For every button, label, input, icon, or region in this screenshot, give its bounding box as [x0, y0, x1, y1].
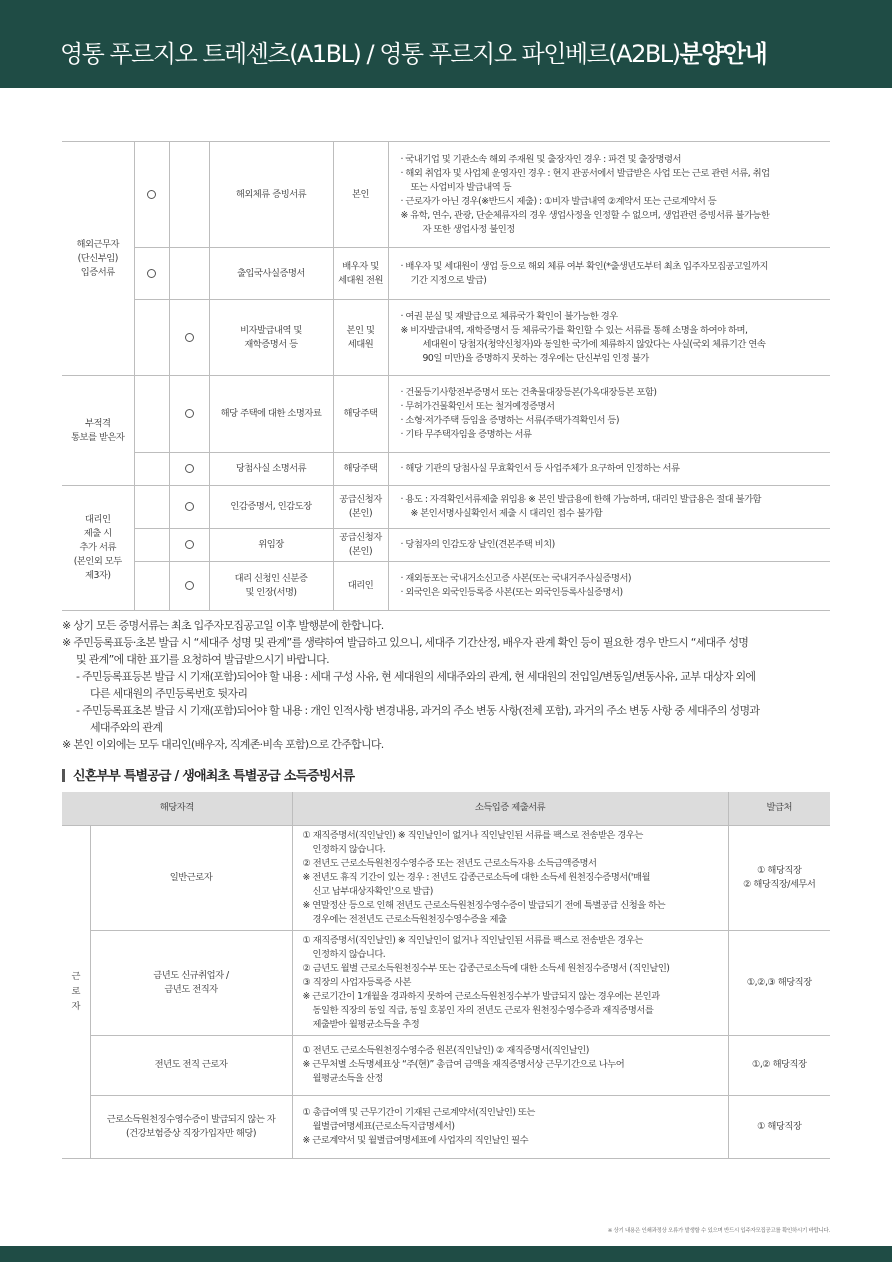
check-cell [134, 142, 169, 248]
text-line: · 해당 기관의 당첨사실 무효확인서 등 사업주체가 요구하여 인정하는 서류 [400, 463, 680, 474]
note-line: - 주민등록표초본 발급 시 기재(포함)되어야 할 내용 : 개인 인적사항 변경내용, 과거의 주소 변동 사항(전체 포함), 과거의 주소 변동 사항 중 세대주의 성명과 [76, 704, 760, 717]
text-line: 인정하지 않습니다. [312, 843, 386, 855]
section-title: 신혼부부 특별공급 / 생애최초 특별공급 소득증빙서류 [62, 765, 354, 784]
text-line: 또는 사업비자 발급내역 등 [410, 181, 512, 193]
circle-mark-icon [185, 581, 194, 590]
table-row [62, 930, 830, 1035]
text-line: · 소형·저가주택 등임을 증명하는 서류(주택가격확인서 등) [400, 415, 619, 426]
text-line: · 외국인은 외국인등록증 사본(또는 외국인등록사실증명서) [400, 587, 623, 598]
check-cell [169, 376, 209, 453]
text-line: ※ 연말정산 등으로 인해 전년도 근로소득원천징수영수증이 발급되기 전에 특별공급 신청을 하는 [302, 899, 666, 911]
text-line: ① 총급여액 및 근무기간이 기재된 근로계약서(직인날인) 또는 [302, 1106, 535, 1118]
income-docs [292, 1095, 728, 1158]
text-line: ※ 전년도 휴직 기간이 있는 경우 : 전년도 갑종근로소득에 대한 소득세 원천징수증명서('매월 [302, 871, 650, 883]
income-docs [292, 825, 728, 930]
text-line: ① 재직증명서(직인날인) ※ 직인날인이 없거나 직인날인된 서류를 팩스로 전송받은 경우는 [302, 934, 643, 946]
note-line: ※ 주민등록표등·초본 발급 시 “세대주 성명 및 관계”를 생략하여 발급하고 있으니, 세대주 기간산정, 배우자 관계 확인 등이 필요한 경우 반드시 “세대주 성명 [62, 636, 749, 649]
doc-target: 공급신청자 (본인) [333, 529, 388, 562]
text-line: ※ 근로계약서 및 월별급여명세표에 사업자의 직인날인 필수 [302, 1134, 529, 1146]
check-cell [169, 142, 209, 248]
text-line: · 근로자가 아닌 경우(※반드시 제출) : ①비자 발급내역 ②계약서 또는 근로계약서 등 [400, 195, 717, 207]
doc-name: 출입국사실증명서 [209, 248, 333, 300]
text-line: · 당첨자의 인감도장 날인(견본주택 비치) [400, 539, 555, 550]
text-line: ※ 비자발급내역, 재학증명서 등 체류국가를 확인할 수 있는 서류를 통해 소명을 하여야 하며, [400, 324, 748, 336]
check-cell [169, 486, 209, 529]
issuer: ① 해당직장 [728, 1095, 830, 1158]
text-line: ② 금년도 월별 근로소득원천징수부 또는 갑종근로소득에 대한 소득세 원천징수증명서 (직인날인) [302, 962, 670, 974]
group-label: 해외근무자 (단신부임) 입증서류 [62, 142, 134, 376]
text-line: 90일 미만)을 증명하지 못하는 경우에는 단신부임 인정 불가 [422, 352, 649, 364]
group-label: 부적격 통보를 받은자 [62, 376, 134, 486]
circle-mark-icon [185, 540, 194, 549]
document-requirements-table [62, 141, 830, 611]
table-row [62, 248, 830, 300]
text-line: ② 전년도 근로소득원천징수영수증 또는 전년도 근로소득자용 소득금액증명서 [302, 857, 597, 869]
text-line: · 재외동포는 국내거소신고증 사본(또는 국내거주사실증명서) [400, 573, 632, 584]
doc-description [388, 248, 830, 300]
note-line: 세대주와의 관계 [90, 721, 163, 734]
footer-bar [0, 1246, 892, 1262]
check-cell [134, 300, 169, 376]
issuer: ①,②,③ 해당직장 [728, 930, 830, 1035]
table-row [62, 562, 830, 611]
text-line: 동일한 직장의 동일 직급, 동일 호봉인 자의 전년도 근로자 원천징수영수증과 재직증명서를 [312, 1004, 654, 1016]
check-cell [134, 248, 169, 300]
check-cell [169, 453, 209, 486]
doc-description [388, 529, 830, 562]
text-line: ※ 본인서명사실확인서 제출 시 대리인 접수 불가함 [410, 508, 603, 519]
text-line: 기간 지정으로 발급) [410, 274, 487, 286]
footnote: ※ 상기 내용은 인쇄과정상 오류가 발생할 수 있으며 반드시 입주자모집공고를 확인하시기 바랍니다. [607, 1228, 830, 1234]
check-cell [134, 376, 169, 453]
circle-mark-icon [185, 502, 194, 511]
page-title: 영통 푸르지오 트레센츠(A1BL) / 영통 푸르지오 파인베르(A2BL)분양안내 [60, 40, 767, 68]
doc-description [388, 300, 830, 376]
column-header: 발급처 [728, 792, 830, 825]
text-line: 신고 납부대상자확인'으로 발급) [312, 885, 433, 897]
text-line: 세대원이 당첨자(청약신청자)와 동일한 국가에 체류하지 않았다는 사실(국외 체류기간 연속 [422, 338, 766, 350]
table-header-row [62, 792, 830, 825]
text-line: 월평균소득을 산정 [312, 1073, 383, 1084]
text-line: 인정하지 않습니다. [312, 948, 386, 960]
text-line: 제출받아 월평균소득을 추정 [312, 1018, 420, 1030]
group-label: 근로자 [62, 825, 90, 1158]
circle-mark-icon [147, 190, 156, 199]
text-line: ① 전년도 근로소득원천징수영수증 원본(직인날인) ② 재직증명서(직인날인) [302, 1045, 589, 1056]
table-row [62, 300, 830, 376]
note-line: ※ 상기 모든 증명서류는 최초 입주자모집공고일 이후 발행분에 한합니다. [62, 619, 384, 632]
income-proof-table [62, 792, 830, 1159]
doc-target: 본인 [333, 142, 388, 248]
text-line: · 기타 무주택자임을 증명하는 서류 [400, 429, 532, 440]
qualification: 근로소득원천징수영수증이 발급되지 않는 자 (건강보험증상 직장가입자만 해당) [90, 1095, 292, 1158]
qualification: 금년도 신규취업자 / 금년도 전직자 [90, 930, 292, 1035]
income-docs [292, 1035, 728, 1095]
doc-name: 인감증명서, 인감도장 [209, 486, 333, 529]
text-line: 월별급여명세표(근로소득지급명세서) [312, 1120, 455, 1132]
check-cell [169, 529, 209, 562]
text-line: · 국내기업 및 기관소속 해외 주재원 및 출장자인 경우 : 파견 및 출장명령서 [400, 153, 681, 165]
table-row [62, 1035, 830, 1095]
check-cell [169, 248, 209, 300]
doc-name: 대리 신청인 신분증 및 인장(서명) [209, 562, 333, 611]
income-docs [292, 930, 728, 1035]
circle-mark-icon [185, 333, 194, 342]
check-cell [169, 300, 209, 376]
text-line: ※ 근무처별 소득명세표상 “주(현)” 총급여 금액을 재직증명서상 근무기간으로 나누어 [302, 1059, 625, 1070]
text-line: ① 재직증명서(직인날인) ※ 직인날인이 없거나 직인날인된 서류를 팩스로 전송받은 경우는 [302, 829, 643, 841]
table-row [62, 825, 830, 930]
note-line: - 주민등록표등본 발급 시 기재(포함)되어야 할 내용 : 세대 구성 사유, 현 세대원의 세대주와의 관계, 현 세대원의 전입일/변동일/변동사유, 교부 대상자 외에 [76, 670, 756, 683]
table-row [62, 453, 830, 486]
qualification: 일반근로자 [90, 825, 292, 930]
section-bar-icon [62, 769, 65, 782]
table-row [62, 529, 830, 562]
notes [62, 617, 837, 753]
table-row [62, 142, 830, 248]
text-line: · 건물등기사항전부증명서 또는 건축물대장등본(가옥대장등본 포함) [400, 387, 657, 398]
doc-name: 비자발급내역 및 재학증명서 등 [209, 300, 333, 376]
doc-target: 배우자 및 세대원 전원 [333, 248, 388, 300]
doc-target: 본인 및 세대원 [333, 300, 388, 376]
text-line: · 배우자 및 세대원이 생업 등으로 해외 체류 여부 확인(*출생년도부터 최초 입주자모집공고일까지 [400, 260, 768, 272]
note-line: 및 관계”에 대한 표기를 요청하여 발급받으시기 바랍니다. [76, 653, 329, 666]
column-header: 소득입증 제출서류 [292, 792, 728, 825]
doc-description [388, 562, 830, 611]
page-header [0, 0, 892, 88]
text-line: · 무허가건물확인서 또는 철거예정증명서 [400, 401, 555, 412]
doc-name: 해외체류 증빙서류 [209, 142, 333, 248]
check-cell [134, 453, 169, 486]
text-line: 경우에는 전전년도 근로소득원천징수영수증을 제출 [312, 913, 507, 925]
doc-target: 해당주택 [333, 376, 388, 453]
doc-description [388, 142, 830, 248]
text-line: ③ 직장의 사업자등록증 사본 [302, 976, 411, 988]
text-line: · 여권 분실 및 재발급으로 체류국가 확인이 불가능한 경우 [400, 310, 618, 322]
doc-name: 해당 주택에 대한 소명자료 [209, 376, 333, 453]
column-header: 해당자격 [62, 792, 292, 825]
text-line: 자 또한 생업사정 불인정 [422, 223, 515, 235]
note-line: 다른 세대원의 주민등록번호 뒷자리 [90, 687, 248, 700]
text-line: ※ 근로기간이 1개월을 경과하지 못하여 근로소득원천징수부가 발급되지 않는 경우에는 본인과 [302, 990, 660, 1002]
issuer: ① 해당직장 ② 해당직장/세무서 [728, 825, 830, 930]
doc-target: 대리인 [333, 562, 388, 611]
doc-name: 당첨사실 소명서류 [209, 453, 333, 486]
doc-target: 해당주택 [333, 453, 388, 486]
check-cell [169, 562, 209, 611]
doc-description [388, 376, 830, 453]
check-cell [134, 562, 169, 611]
text-line: · 용도 : 자격확인서류제출 위임용 ※ 본인 발급용에 한해 가능하며, 대리인 발급용은 절대 불가함 [400, 494, 762, 505]
circle-mark-icon [185, 464, 194, 473]
group-label: 대리인 제출 시 추가 서류 (본인외 모두 제3자) [62, 486, 134, 611]
doc-name: 위임장 [209, 529, 333, 562]
circle-mark-icon [185, 409, 194, 418]
table-row [62, 1095, 830, 1158]
doc-target: 공급신청자 (본인) [333, 486, 388, 529]
check-cell [134, 486, 169, 529]
text-line: ※ 유학, 연수, 관광, 단순체류자의 경우 생업사정을 인정할 수 없으며, 생업관련 증빙서류 불가능한 [400, 209, 770, 221]
note-line: ※ 본인 이외에는 모두 대리인(배우자, 직계존·비속 포함)으로 간주합니다. [62, 738, 384, 751]
issuer: ①,② 해당직장 [728, 1035, 830, 1095]
circle-mark-icon [147, 269, 156, 278]
table-row [62, 486, 830, 529]
qualification: 전년도 전직 근로자 [90, 1035, 292, 1095]
doc-description [388, 486, 830, 529]
check-cell [134, 529, 169, 562]
doc-description [388, 453, 830, 486]
text-line: · 해외 취업자 및 사업체 운영자인 경우 : 현지 관공서에서 발급받은 사업 또는 근로 관련 서류, 취업 [400, 167, 770, 179]
table-row [62, 376, 830, 453]
